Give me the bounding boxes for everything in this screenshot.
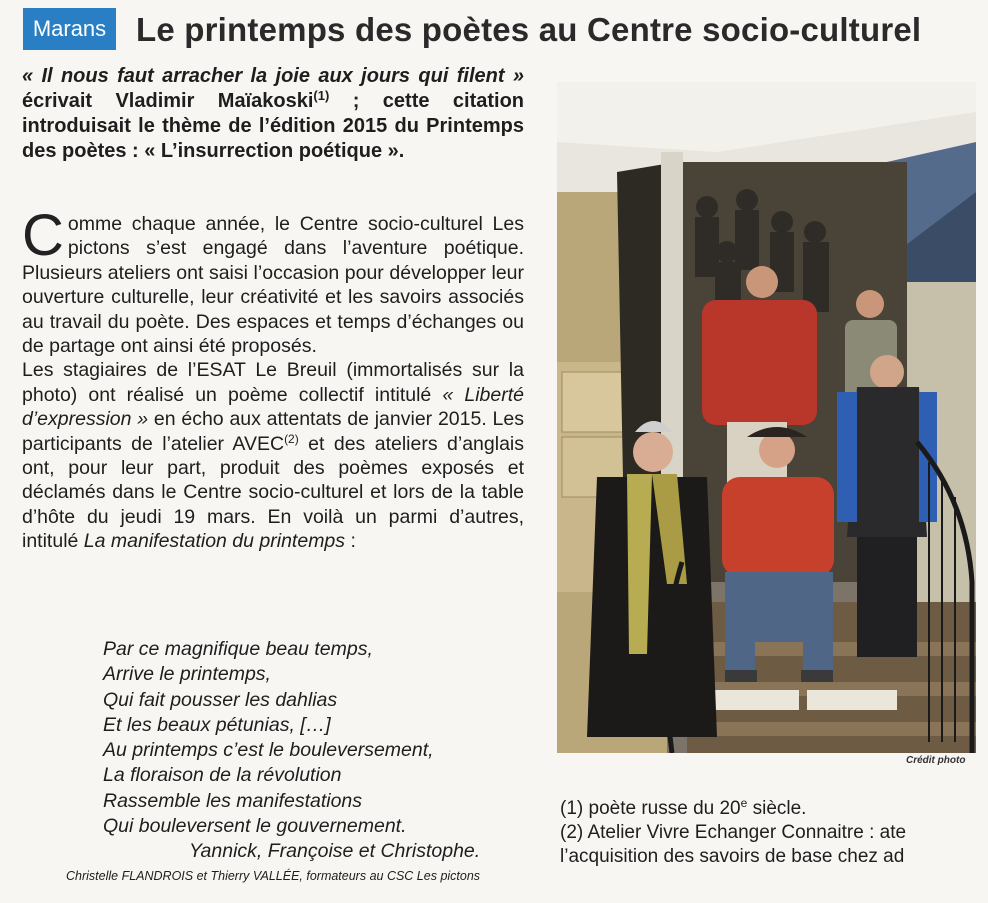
drop-cap: C xyxy=(22,203,64,268)
section-tag: Marans xyxy=(23,8,116,50)
poem-line: Par ce magnifique beau temps, xyxy=(103,638,373,660)
footnote-ref-2: (2) xyxy=(284,431,299,446)
paragraph-2-text-b: en écho aux attentats de janvier 2015. Les participants de l’atelier AVEC xyxy=(22,408,524,455)
lead-quote: « Il nous faut arracher la joie aux jours qui filent » xyxy=(22,65,524,87)
footnote-2-continued: l’acquisition des savoirs de base chez ad xyxy=(560,846,905,867)
poem-line: Et les beaux pétunias, […] xyxy=(103,713,331,736)
footnote-1-superscript: e xyxy=(740,797,748,810)
paragraph-1 xyxy=(22,203,524,358)
paragraph-2-text-a: Les stagiaires de l’ESAT Le Breuil (immortalisés sur la photo) ont réalisé un poème collectif intitulé xyxy=(22,359,524,406)
footnote-1-text-end: siècle. xyxy=(747,798,807,819)
article-title: Le printemps des poètes au Centre socio-culturel xyxy=(136,11,922,48)
poem-line: La floraison de la révolution xyxy=(103,764,342,787)
lead-text: ; cette citation introduisait le thème de l’édition 2015 du Printemps des poètes : « L’insurrection poétique ». xyxy=(22,90,524,162)
group-photo xyxy=(557,82,976,753)
staircase-group-photo xyxy=(557,82,976,753)
footnote-ref-1: (1) xyxy=(313,88,330,103)
article-signature: Christelle FLANDROIS et Thierry VALLÉE, formateurs au CSC Les pictons xyxy=(66,869,481,883)
paragraph-2-end: : xyxy=(345,530,356,553)
poem-line: Qui fait pousser les dahlias xyxy=(103,688,338,711)
footnotes xyxy=(560,797,988,869)
poem-line: Au printemps c’est le bouleversement, xyxy=(103,739,434,762)
paragraph-1-text: omme chaque année, le Centre socio-culturel Les pictons s’est engagé dans l’aventure poétique. Plusieurs ateliers ont saisi l’occasion pour développer leur ouverture culturelle, leur créativité et les savoirs associés au travail du poète. Des espaces et temps d’échanges ou de partage ont ainsi été proposés. xyxy=(22,213,524,358)
photo-credit: Crédit photo xyxy=(906,755,966,766)
article-body xyxy=(22,203,524,554)
poem-line: Qui bouleversent le gouvernement. xyxy=(103,815,407,838)
poem-line: Rassemble les manifestations xyxy=(103,789,363,812)
lead-attribution: écrivait Vladimir Maïakoski xyxy=(22,90,314,112)
footnote-1 xyxy=(560,797,988,821)
paragraph-2 xyxy=(22,358,524,553)
footnote-2: (2) Atelier Vivre Echanger Connaitre : ate xyxy=(560,822,907,843)
poem-authors: Yannick, Françoise et Christophe. xyxy=(189,840,481,863)
poem-line: Arrive le printemps, xyxy=(103,663,271,686)
footnote-1-text: (1) poète russe du 20 xyxy=(560,798,741,819)
poem-title: La manifestation du printemps xyxy=(83,530,346,553)
paragraph-2-text-c: et des ateliers d’anglais ont, pour leur part, produit des poèmes exposés et déclamés dans le Centre socio-culturel et lors de la table d’hôte du jeudi 19 mars. En voilà un parmi d’autres, intitulé xyxy=(22,432,524,553)
poem xyxy=(103,637,533,865)
article-lead xyxy=(22,64,524,164)
collective-poem-title: « Liberté d’expression » xyxy=(22,383,524,431)
